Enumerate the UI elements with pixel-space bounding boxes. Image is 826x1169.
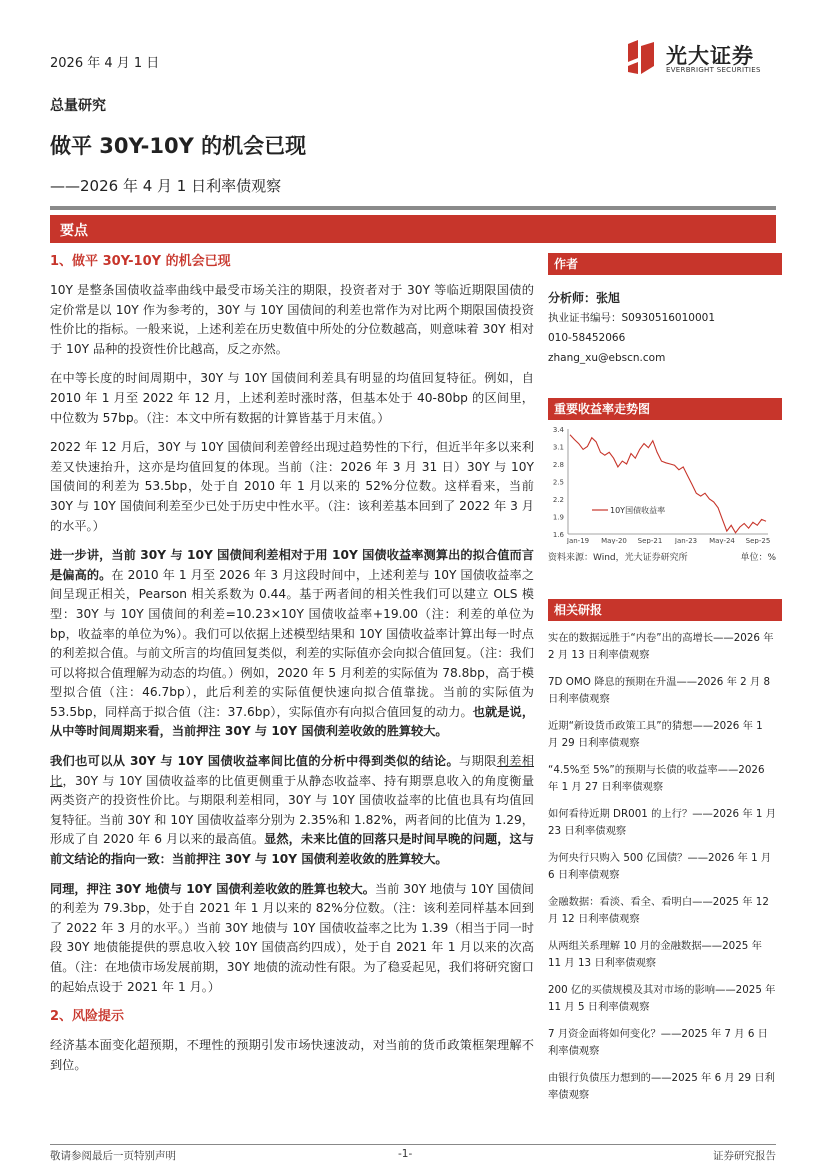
related-reports-list bbox=[548, 630, 776, 1114]
footer-divider bbox=[50, 1144, 776, 1145]
analyst-name: 分析师：张旭 bbox=[548, 291, 621, 305]
related-report-link[interactable]: 从两组关系理解 10 月的金融数据——2025 年 11 月 13 日利率债观察 bbox=[548, 940, 762, 969]
related-report-link[interactable]: 如何看待近期 DR001 的上行？——2026 年 1 月 23 日利率债观察 bbox=[548, 808, 777, 837]
chart-banner: 重要收益率走势图 bbox=[548, 398, 782, 420]
paragraph-3: 2022 年 12 月后，30Y 与 10Y 国债间利差曾经出现过趋势性的下行，但近半年多以来利差又快速抬升，这亦是均值回复的体现。当前（注：2026 年 3 月 31 日）30Y 与 10Y 国债间的利差为 53.5bp，处于自 2010 年 1 月以来的 52%分位数。这样看来，当前 30Y 与 10Y 国债间利差至少已处于历史中性水平。（注：该利差基本回到了 2022 年 3 月的水平。） bbox=[50, 440, 534, 533]
logo-text-cn: 光大证券 bbox=[666, 44, 754, 68]
keypoints-label: 要点 bbox=[60, 223, 88, 239]
paragraph-5-conclusion: 显然，未来比值的回落只是时间早晚的问题，这与前文结论的指向一致：当前押注 30Y 与 10Y 国债利差收敛的胜算较大。 bbox=[50, 832, 534, 867]
y-tick-label: 1.9 bbox=[552, 513, 564, 522]
report-date: 2026 年 4 月 1 日 bbox=[50, 56, 160, 71]
paragraph-6 bbox=[50, 880, 534, 998]
y-tick-label: 3.1 bbox=[552, 443, 564, 452]
paragraph-4 bbox=[50, 546, 534, 742]
footer-disclaimer: 敬请参阅最后一页特别声明 bbox=[50, 1150, 176, 1162]
series-line-0 bbox=[570, 435, 766, 533]
related-report-link[interactable]: 近期“新设货币政策工具”的猜想——2026 年 1 月 29 日利率债观察 bbox=[548, 720, 763, 749]
related-report-link[interactable]: 由银行负债压力想到的——2025 年 6 月 29 日利率债观察 bbox=[548, 1072, 775, 1101]
paragraph-4-lead: 进一步讲，当前 30Y 与 10Y 国债间利差相对于用 10Y 国债收益率测算出的拟合值而言是偏高的。 bbox=[50, 548, 534, 582]
keypoints-banner bbox=[50, 215, 776, 243]
y-tick-label: 2.8 bbox=[552, 461, 564, 469]
analyst-cert: 执业证书编号：S0930516010001 bbox=[548, 312, 716, 324]
everbright-logo-icon bbox=[626, 38, 656, 76]
paragraph-1: 10Y 是整条国债收益率曲线中最受市场关注的期限，投资者对于 30Y 等临近期限国债的定价常是以 10Y 作为参考的，30Y 与 10Y 国债间的利差也常作为对比两个期限国债投资性价比的指标。一般来说，上述利差在历史数值中所处的分位数越高，则意味着 30Y 相对于 10Y 品种的投资性价比越高，反之亦然。 bbox=[50, 283, 534, 356]
x-tick-label: Sep-21 bbox=[637, 537, 663, 544]
related-report-link[interactable]: 实在的数据远胜于“内卷”出的高增长——2026 年 2 月 13 日利率债观察 bbox=[548, 632, 774, 661]
legend-label: 10Y国债收益率 bbox=[610, 506, 666, 515]
company-logo bbox=[626, 38, 786, 78]
main-content bbox=[50, 252, 534, 1085]
related-report-link[interactable]: 金融数据：看淡、看全、看明白——2025 年 12 月 12 日利率债观察 bbox=[548, 896, 769, 925]
related-report-link[interactable]: 7D OMO 降息的预期在升温——2026 年 2 月 8 日利率债观察 bbox=[548, 676, 771, 705]
analyst-phone: 010-58452066 bbox=[548, 332, 626, 344]
footer-report-type: 证券研究报告 bbox=[713, 1150, 776, 1162]
header-divider bbox=[50, 206, 776, 210]
chart-source: 资料来源：Wind，光大证券研究所 bbox=[548, 553, 688, 563]
yield-chart-svg bbox=[548, 424, 776, 544]
y-tick-label: 2.5 bbox=[552, 478, 564, 487]
x-tick-label: May-20 bbox=[601, 537, 627, 544]
related-report-link[interactable]: 为何央行只购入 500 亿国债？——2026 年 1 月 6 日利率债观察 bbox=[548, 852, 772, 881]
related-report-link[interactable]: “4.5%至 5%”的预期与长债的收益率——2026 年 1 月 27 日利率债观察 bbox=[548, 764, 765, 793]
paragraph-4-body: 在 2010 年 1 月至 2026 年 3 月这段时间中，上述利差与 10Y 国债收益率之间呈现正相关，Pearson 相关系数为 0.44。基于两者间的相关性我们可以建立 OLS 模型：30Y 与 10Y 国债间的利差=10.23×10Y 国债收益率+19.00（注：利差的单位为 bp，收益率的单位为%）。我们可以依据上述模型结果和 10Y 国债收益率计算出每一时点的利差拟合值。与前文所言的均值回复类似，利差的实际值亦会向拟合值回复。（注：我们可以将拟合值理解为动态的均值。）例如，2020 年 5 月利差的实际值为 78.8bp，高于模型拟合值（注：46.7bp），此后利差的实际值便快速向拟合值靠拢。当前的实际值为 53.5bp，同样高于拟合值（注：37.6bp），实际值亦有向拟合值回复的动力。 bbox=[50, 567, 535, 719]
paragraph-5-underlined: 利差相比 bbox=[50, 754, 535, 788]
paragraph-5-lead: 我们也可以从 30Y 与 10Y 国债收益率间比值的分析中得到类似的结论。 bbox=[50, 754, 460, 769]
related-report-link[interactable]: 7 月资金面将如何变化？——2025 年 7 月 6 日利率债观察 bbox=[548, 1028, 768, 1057]
paragraph-5-body-a: 与期限 bbox=[459, 754, 497, 769]
chart-unit: 单位：% bbox=[740, 553, 776, 563]
author-info bbox=[548, 288, 776, 368]
paragraph-5-body-b: ，30Y 与 10Y 国债收益率的比值更侧重于从静态收益率、持有期票息收入的角度衡量两类资产的投资性价比。与期限利差相同，30Y 与 10Y 国债收益率的比值也具有均值回复特征。当前 30Y 和 10Y 国债收益率分别为 2.35%和 1.82%，两者间的比值为 1.29，形成了自 2020 年 6 月以来的最高值。 bbox=[50, 773, 535, 847]
related-report-link[interactable]: 200 亿的买债规模及其对市场的影响——2025 年 11 月 5 日利率债观察 bbox=[548, 984, 776, 1013]
report-title: 做平 30Y-10Y 的机会已现 bbox=[50, 134, 307, 158]
x-tick-label: Sep-25 bbox=[745, 537, 771, 544]
related-banner: 相关研报 bbox=[548, 599, 782, 621]
x-tick-label: Jan-19 bbox=[566, 537, 590, 544]
paragraph-6-lead: 同理，押注 30Y 地债与 10Y 国债利差收敛的胜算也较大。 bbox=[50, 881, 375, 896]
logo-text-en: EVERBRIGHT SECURITIES bbox=[666, 66, 761, 74]
x-tick-label: May-24 bbox=[709, 537, 735, 544]
chart-source-line bbox=[548, 550, 776, 563]
paragraph-5 bbox=[50, 752, 534, 870]
y-tick-label: 2.2 bbox=[552, 496, 564, 504]
section-2-heading: 2、风险提示 bbox=[50, 1009, 125, 1025]
paragraph-4-conclusion: 也就是说，从中等时间周期来看，当前押注 30Y 与 10Y 国债利差收敛的胜算较大。 bbox=[50, 704, 535, 739]
y-tick-label: 1.6 bbox=[552, 531, 564, 539]
paragraph-2: 在中等长度的时间周期中，30Y 与 10Y 国债间利差具有明显的均值回复特征。例如，自 2010 年 1 月至 2022 年 12 月，上述利差时涨时落，但基本处于 40-80bp 的区间里，中位数为 57bp。（注：本文中所有数据的计算皆基于月末值。） bbox=[50, 371, 534, 425]
section-1-heading: 1、做平 30Y-10Y 的机会已现 bbox=[50, 254, 231, 269]
yield-chart bbox=[548, 424, 776, 544]
author-banner: 作者 bbox=[548, 253, 782, 275]
paragraph-6-body: 当前 30Y 地债与 10Y 国债间的利差为 79.3bp，处于自 2021 年 1 月以来的 82%分位数。（注：该利差同样基本回到了 2022 年 3 月的水平。）当前 30Y 地债与 10Y 国债收益率之比为 1.39（相当于同一时段 30Y 地债能提供的票息收入较 10Y 国债高约四成），处于自 2021 年 1 月以来的次高值。（注：在地债市场发展前期，30Y 地债的流动性有限。为了稳妥起见，我们将研究窗口的起始点设于 2021 年 1 月。） bbox=[50, 881, 534, 994]
paragraph-7: 经济基本面变化超预期，不理性的预期引发市场快速波动，对当前的货币政策框架理解不到位。 bbox=[50, 1038, 534, 1072]
report-subtitle: ——2026 年 4 月 1 日利率债观察 bbox=[50, 177, 282, 195]
footer-page-number: -1- bbox=[398, 1148, 413, 1160]
report-category: 总量研究 bbox=[50, 98, 106, 114]
analyst-email[interactable]: zhang_xu@ebscn.com bbox=[548, 352, 666, 364]
y-tick-label: 3.4 bbox=[552, 426, 564, 434]
x-tick-label: Jan-23 bbox=[674, 537, 698, 544]
